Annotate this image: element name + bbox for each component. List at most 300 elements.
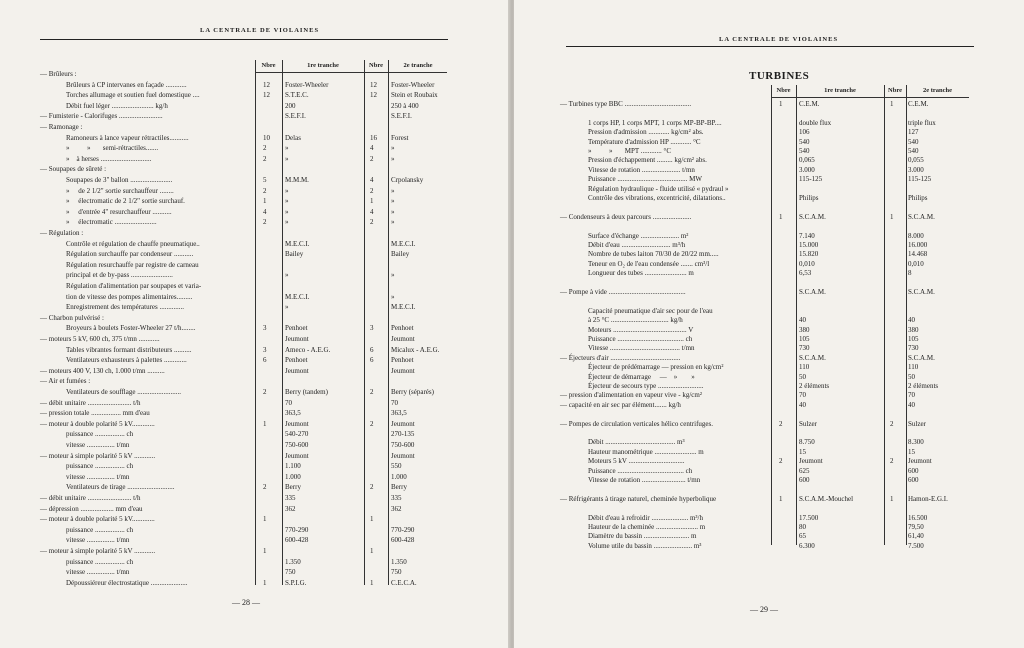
row-value-2: 362 (391, 504, 402, 513)
row-value-2: 600 (908, 466, 919, 475)
header-rule (40, 39, 448, 40)
row-value-2: 600-428 (391, 536, 415, 545)
column-header-tranche-2: 2e tranche (922, 87, 953, 94)
row-value-1: 65 (799, 532, 806, 541)
row-label: — Condenseurs à deux parcours ...................... (560, 212, 692, 221)
column-header-nbre-1: Nbre (261, 62, 276, 69)
row-value-2: 335 (391, 494, 402, 502)
row-label: — dépression ................... mm d'eau (40, 504, 143, 513)
row-value-2: 0,055 (908, 156, 924, 165)
row-value-1: Penhoet (285, 356, 308, 365)
row-value-1: 15.820 (799, 250, 819, 259)
row-value-1: 105 (799, 335, 810, 343)
row-value-1: Sulzer (799, 419, 817, 428)
row-value-2: 540 (908, 147, 919, 155)
row-value-1: 115-125 (799, 175, 823, 184)
row-label: Longueur des tubes ........................ m (588, 269, 694, 278)
row-label: — Régulation : (40, 229, 84, 237)
row-count-1: 2 (263, 218, 267, 227)
header-rule (566, 46, 974, 47)
row-value-2: 0,010 (908, 259, 924, 268)
row-label: Pression d'admission ............ kg/cm² abs. (588, 128, 704, 137)
row-label: puissance ................. ch (66, 462, 134, 471)
row-value-1: Jeumont (799, 457, 823, 466)
row-count-1: 1 (263, 578, 267, 587)
left-page (0, 0, 510, 648)
row-value-2: » (391, 292, 395, 301)
page-number: — 28 — (232, 598, 260, 607)
row-count-2: 12 (370, 80, 377, 89)
row-label: Vitesse de rotation ...................... t/mn (588, 165, 695, 174)
row-value-1: 15.000 (799, 241, 819, 249)
row-value-1: » (285, 197, 289, 206)
row-value-2: Sulzer (908, 419, 926, 428)
row-count-2: 2 (370, 419, 374, 428)
row-value-1: 540 (799, 137, 810, 146)
row-label: Tables vibrantes formant distributeurs .......... (66, 345, 192, 354)
row-value-2: C.E.C.A. (391, 578, 417, 587)
row-label: — Pompe à vide ............................................ (560, 288, 686, 296)
row-value-2: » (391, 207, 395, 216)
row-count-2: 1 (370, 197, 374, 206)
row-value-1: 15 (799, 447, 806, 456)
row-count-2: 2 (890, 419, 894, 428)
row-label: Brûleurs à CP intervanes en façade ............ (66, 80, 187, 89)
page-number: — 29 — (750, 605, 778, 614)
column-header-rule (771, 97, 969, 98)
row-value-1: 40 (799, 400, 806, 409)
row-count-2: 2 (370, 388, 374, 396)
row-label: — moteur à simple polarité 5 kV ............ (40, 451, 156, 460)
column-header-nbre-2: Nbre (888, 87, 902, 94)
row-label: — Pompes de circulation verticales hélico centrifuges. (560, 419, 713, 428)
row-count-1: 3 (263, 324, 267, 333)
row-count-2: 4 (370, 176, 374, 184)
row-value-2: 61,40 (908, 532, 924, 541)
row-value-2: Micalux - A.E.G. (391, 345, 440, 354)
row-label: — moteurs 5 kV, 600 ch, 375 t/mn ............ (40, 335, 160, 343)
row-count-1: 12 (263, 91, 270, 100)
row-value-2: Crpolansky (391, 176, 424, 184)
row-value-2: 750 (391, 568, 402, 577)
row-value-2: M.E.C.I. (391, 239, 416, 248)
row-value-2: 8 (908, 269, 912, 278)
row-value-1: 770-290 (285, 525, 309, 534)
row-value-1: 80 (799, 523, 806, 531)
row-value-1: 6,53 (799, 269, 812, 278)
row-value-2: Berry (séparés) (391, 388, 434, 396)
row-label: — moteur à double polarité 5 kV............. (40, 515, 155, 524)
row-count-1: 12 (263, 80, 270, 89)
column-divider (388, 60, 389, 585)
row-label: — pression totale ................. mm d'eau (40, 409, 150, 418)
row-count-1: 1 (779, 212, 783, 221)
row-label: vitesse ................ t/mn (66, 568, 130, 577)
row-count-2: 2 (370, 186, 374, 195)
row-label: vitesse ................ t/mn (66, 536, 130, 545)
row-value-2: 1.000 (391, 472, 407, 481)
row-label: Enregistrement des températures .............. (66, 303, 184, 312)
row-value-2: 105 (908, 335, 919, 343)
row-value-1: 106 (799, 128, 810, 137)
row-value-2: 270-135 (391, 430, 415, 439)
row-value-2: 250 à 400 (391, 101, 419, 110)
row-count-2: 2 (370, 154, 374, 163)
row-label: » à herses ............................. (66, 154, 152, 163)
row-label: Hauteur de la cheminée ........................ m (588, 523, 706, 531)
row-value-2: Philips (908, 194, 928, 202)
column-divider (796, 85, 797, 545)
row-count-2: 2 (370, 483, 374, 492)
row-count-1: 1 (779, 494, 783, 503)
column-header-nbre-2: Nbre (369, 62, 383, 69)
row-label: Éjecteur de démarrage — » » (588, 372, 695, 381)
column-header-tranche-1: 1re tranche (824, 87, 856, 94)
row-label: Volume utile du bassin ...................... m³ (588, 541, 702, 550)
row-value-1: 0,065 (799, 156, 815, 165)
row-count-1: 5 (263, 176, 267, 184)
row-label: Capacité pneumatique d'air sec pour de l'eau (588, 306, 713, 315)
row-value-2: Jeumont (908, 457, 932, 466)
row-value-1: 363,5 (285, 409, 301, 418)
row-label: — Brûleurs : (40, 70, 77, 78)
column-header-tranche-1: 1re tranche (307, 62, 339, 69)
row-value-1: 600-428 (285, 536, 309, 545)
row-value-2: triple flux (908, 118, 936, 127)
row-label: Débit d'eau ............................ m³/h (588, 241, 686, 249)
row-value-2: Berry (391, 483, 407, 492)
row-label: — Fumisterie - Calorifuges ......................... (40, 112, 163, 121)
row-value-1: M.E.C.I. (285, 292, 310, 301)
row-count-1: 1 (263, 419, 267, 428)
row-value-1: Jeumont (285, 451, 309, 460)
row-value-2: 16.000 (908, 241, 928, 249)
row-value-1: 6.300 (799, 541, 815, 550)
row-value-2: Jeumont (391, 419, 415, 428)
column-divider (255, 60, 256, 585)
row-count-2: 12 (370, 91, 377, 100)
row-label: Ventilateurs exhausteurs à palettes ............. (66, 356, 187, 365)
right-page (514, 0, 1024, 648)
row-value-1: 17.500 (799, 513, 819, 522)
row-count-1: 2 (779, 419, 783, 428)
row-label: Dépoussiéreur électrostatique ..................... (66, 578, 188, 587)
row-value-1: » (285, 154, 289, 163)
section-title: TURBINES (749, 70, 810, 82)
row-count-1: 6 (263, 356, 267, 365)
row-value-1: » (285, 303, 289, 312)
row-value-1: » (285, 207, 289, 216)
row-label: Régulation d'alimentation par soupapes et varia- (66, 282, 202, 290)
row-value-2: 8.000 (908, 231, 924, 240)
row-count-2: 1 (370, 578, 374, 587)
row-value-2: 363,5 (391, 409, 407, 418)
row-count-1: 4 (263, 207, 267, 216)
row-label: Moteurs 5 kV ................................ (588, 457, 685, 466)
row-count-2: 2 (890, 457, 894, 466)
row-label: Surface d'échange ...................... m² (588, 231, 689, 240)
row-value-2: 50 (908, 372, 915, 381)
row-label: Vitesse ........................................ t/mn (588, 344, 695, 353)
row-label: » » semi-rétractiles....... (66, 144, 159, 153)
row-value-1: Berry (285, 483, 301, 492)
row-label: — Ramonage : (40, 123, 83, 131)
row-label: » électromatic de 2 1/2" sortie surchauf. (66, 197, 185, 206)
row-label: puissance ................. ch (66, 557, 134, 566)
row-value-1: » (285, 144, 289, 153)
row-count-1: 2 (263, 483, 267, 492)
row-value-2: 15 (908, 447, 915, 456)
row-count-1: 3 (263, 345, 267, 354)
row-value-1: Berry (tandem) (285, 388, 328, 396)
row-count-1: 1 (263, 547, 267, 555)
row-label: — Soupapes de sûreté : (40, 165, 107, 174)
row-count-2: 16 (370, 133, 377, 142)
row-value-2: Penhoet (391, 324, 414, 333)
row-label: Ventilateurs de tirage ........................... (66, 483, 175, 492)
row-label: vitesse ................ t/mn (66, 472, 130, 481)
row-value-1: Penhoet (285, 324, 308, 333)
row-value-2: 730 (908, 344, 919, 353)
row-label: — pression d'alimentation en vapeur vive - kg/cm² (560, 391, 702, 400)
row-value-1: S.C.A.M. (799, 212, 826, 221)
row-value-1: 380 (799, 325, 810, 334)
row-value-1: 2 éléments (799, 382, 830, 390)
row-value-1: double flux (799, 118, 832, 127)
row-label: Contrôle et régulation de chauffe pneumatique.. (66, 239, 200, 248)
row-label: — moteurs 400 V, 130 ch, 1.000 t/mn .......... (40, 366, 165, 375)
row-count-1: 2 (263, 154, 267, 163)
row-value-1: 1.100 (285, 462, 301, 471)
row-label: Ventilateurs de soufflage ......................... (66, 388, 181, 396)
row-label: — moteur à double polarité 5 kV............. (40, 419, 155, 428)
row-label: Teneur en O₂ de l'eau condensée ....... cm³/l (588, 259, 710, 268)
row-value-1: 1.000 (285, 472, 301, 481)
row-value-2: 3.000 (908, 165, 924, 174)
row-count-2: 6 (370, 356, 374, 365)
row-value-1: 200 (285, 101, 296, 110)
row-value-2: Stein et Roubaix (391, 91, 438, 100)
row-count-2: 6 (370, 345, 374, 354)
column-header-rule (255, 72, 447, 73)
row-value-2: 380 (908, 325, 919, 334)
row-label: Contrôle des vibrations, excentricité, dilatations.. (588, 194, 726, 202)
row-value-2: S.E.F.I. (391, 112, 412, 121)
row-value-1: S.P.I.G. (285, 578, 307, 587)
row-value-2: Foster-Wheeler (391, 80, 435, 89)
row-value-1: Jeumont (285, 419, 309, 428)
row-value-2: Jeumont (391, 335, 415, 343)
row-value-1: 540 (799, 147, 810, 155)
row-count-2: 4 (370, 207, 374, 216)
row-value-2: S.C.A.M. (908, 353, 935, 362)
row-label: Torches allumage et soutien fuel domestique .... (66, 91, 200, 100)
row-value-1: 8.750 (799, 438, 815, 447)
row-value-2: Bailey (391, 250, 410, 259)
row-label: — Réfrigérants à tirage naturel, cheminée hyperbolique (560, 494, 717, 503)
row-value-2: Penhoet (391, 356, 414, 365)
running-head: LA CENTRALE DE VIOLAINES (200, 27, 320, 34)
row-value-1: 70 (285, 398, 292, 407)
row-value-1: 540-270 (285, 430, 309, 439)
row-value-2: 600 (908, 476, 919, 484)
row-value-1: 50 (799, 372, 806, 381)
row-label: — moteur à simple polarité 5 kV ............ (40, 547, 156, 555)
row-value-1: 730 (799, 344, 810, 353)
row-label: — Éjecteurs d'air ........................................ (560, 353, 681, 362)
row-value-2: S.C.A.M. (908, 212, 935, 221)
row-count-2: 2 (370, 218, 374, 227)
row-value-1: Jeumont (285, 366, 309, 375)
row-label: Régulation resurchauffe par registre de carneau (66, 260, 199, 269)
row-label: puissance ................. ch (66, 430, 134, 439)
row-value-1: Ameco - A.E.G. (285, 345, 331, 354)
row-value-1: 1.350 (285, 557, 301, 566)
row-label: vitesse ................ t/mn (66, 441, 130, 449)
row-label: — capacité en air sec par élément....... kg/h (560, 400, 681, 409)
running-head: LA CENTRALE DE VIOLAINES (719, 36, 839, 43)
row-label: Régulation hydraulique - fluide utilisé « pydraul » (588, 184, 729, 193)
column-divider (282, 60, 283, 585)
row-value-1: 600 (799, 476, 810, 484)
row-value-2: 770-290 (391, 525, 415, 534)
row-value-2: 750-600 (391, 441, 415, 449)
row-value-1: » (285, 218, 289, 227)
row-label: — Turbines type BBC ...................................... (560, 100, 692, 108)
row-label: Vitesse de rotation ......................... t/mn (588, 476, 701, 484)
row-value-2: 40 (908, 400, 915, 409)
column-header-nbre-1: Nbre (776, 87, 791, 94)
row-label: Débit d'eau à refroidir ..................... m³/h (588, 513, 703, 522)
row-label: tion de vitesse des pompes alimentaires......... (66, 292, 193, 301)
row-count-2: 1 (890, 494, 894, 503)
row-label: Broyeurs à boulets Foster-Wheeler 27 t/h........ (66, 324, 196, 333)
row-value-1: Philips (799, 194, 819, 202)
row-label: Débit fuel léger ........................ kg/h (66, 101, 168, 110)
column-divider (771, 85, 772, 545)
row-label: Éjecteur de secours type .......................... (588, 382, 704, 390)
row-value-1: S.C.A.M. (799, 353, 826, 362)
row-count-1: 10 (263, 133, 270, 142)
row-value-2: » (391, 218, 395, 227)
row-value-2: C.E.M. (908, 100, 929, 108)
row-value-2: 127 (908, 128, 919, 137)
row-label: Nombre de tubes laiton 70/30 de 20/22 mm..... (588, 250, 719, 259)
row-count-1: 2 (263, 186, 267, 195)
row-value-1: M.E.C.I. (285, 239, 310, 248)
row-label: — Air et fumées : (40, 377, 91, 386)
row-label: Puissance ...................................... ch (588, 466, 693, 475)
row-label: » de 2 1/2" sortie surchauffeur ........ (66, 186, 174, 195)
row-value-1: Delas (285, 133, 301, 142)
row-value-2: Hamon-E.G.I. (908, 494, 948, 503)
row-value-1: 362 (285, 504, 296, 513)
row-count-2: 3 (370, 324, 374, 333)
row-value-2: 110 (908, 363, 919, 372)
row-value-1: S.T.E.C. (285, 91, 309, 100)
row-value-2: 16.500 (908, 513, 928, 522)
column-header-tranche-2: 2e tranche (403, 62, 433, 69)
row-value-1: 625 (799, 466, 810, 475)
row-value-2: Jeumont (391, 366, 415, 375)
row-value-2: 70 (391, 398, 398, 407)
row-label: Ramoneurs à lance vapeur rétractiles........... (66, 133, 189, 142)
row-label: Température d'admission HP ............ °C (588, 137, 701, 146)
row-label: Régulation surchauffe par condenseur ........... (66, 250, 194, 259)
row-count-2: 1 (370, 547, 374, 555)
row-count-1: 2 (263, 144, 267, 153)
column-divider (884, 85, 885, 545)
row-label: Puissance ...................................... ch (588, 335, 693, 343)
row-label: Hauteur manométrique ........................ m (588, 447, 704, 456)
row-value-2: Jeumont (391, 451, 415, 460)
row-count-2: 1 (890, 212, 894, 221)
row-label: » d'entrée 4" resurchauffeur ........... (66, 207, 172, 216)
row-value-2: M.E.C.I. (391, 303, 416, 312)
row-count-1: 2 (779, 457, 783, 466)
row-value-2: 540 (908, 137, 919, 146)
row-value-1: 40 (799, 316, 806, 325)
row-value-2: 115-125 (908, 175, 932, 184)
row-label: Éjecteur de prédémarrage — pression en kg/cm² (588, 363, 724, 372)
row-label: Soupapes de 3" ballon ........................ (66, 176, 173, 184)
row-value-1: M.M.M. (285, 176, 309, 184)
row-value-2: 1.350 (391, 557, 407, 566)
row-value-1: 0,010 (799, 259, 815, 268)
row-value-1: Foster-Wheeler (285, 80, 329, 89)
row-label: principal et de by-pass ........................ (66, 271, 173, 280)
row-label: à 25 °C ................................. kg/h (588, 316, 683, 325)
row-value-2: 7.500 (908, 541, 924, 550)
row-count-1: 2 (263, 388, 267, 396)
row-value-1: C.E.M. (799, 100, 820, 108)
row-value-1: Bailey (285, 250, 304, 259)
row-value-1: S.E.F.I. (285, 112, 306, 121)
row-value-2: » (391, 197, 395, 206)
row-value-2: » (391, 154, 395, 163)
row-label: Débit ........................................ m³ (588, 438, 685, 447)
row-value-2: Forest (391, 133, 409, 142)
column-divider (364, 60, 365, 585)
row-value-2: 79,50 (908, 523, 924, 531)
row-value-2: » (391, 186, 395, 195)
row-label: Pression d'échappement ......... kg/cm² abs. (588, 156, 707, 165)
row-count-1: 1 (779, 100, 783, 108)
row-count-2: 4 (370, 144, 374, 153)
row-value-2: 70 (908, 391, 915, 400)
row-value-1: 7.140 (799, 231, 815, 240)
row-value-2: S.C.A.M. (908, 288, 935, 296)
row-label: — débit unitaire ......................... t/h (40, 398, 141, 407)
row-value-1: 750-600 (285, 441, 309, 449)
row-label: Puissance ........................................ MW (588, 175, 702, 184)
row-value-2: 550 (391, 462, 402, 471)
row-value-1: S.C.A.M.-Mouchel (799, 494, 854, 503)
row-count-2: 1 (890, 100, 894, 108)
row-value-2: » (391, 271, 395, 280)
row-value-1: 110 (799, 363, 810, 372)
row-label: — débit unitaire ......................... t/h (40, 494, 141, 502)
row-value-1: Jeumont (285, 335, 309, 343)
row-count-1: 1 (263, 515, 267, 524)
row-value-1: » (285, 186, 289, 195)
column-divider (906, 85, 907, 545)
row-value-2: 2 éléments (908, 382, 939, 390)
row-value-1: 70 (799, 391, 806, 400)
row-label: 1 corps HP, 1 corps MPT, 1 corps MP-BP-BP.... (588, 118, 722, 127)
row-label: » électromatic ........................ (66, 218, 157, 227)
row-label: puissance ................. ch (66, 525, 134, 534)
